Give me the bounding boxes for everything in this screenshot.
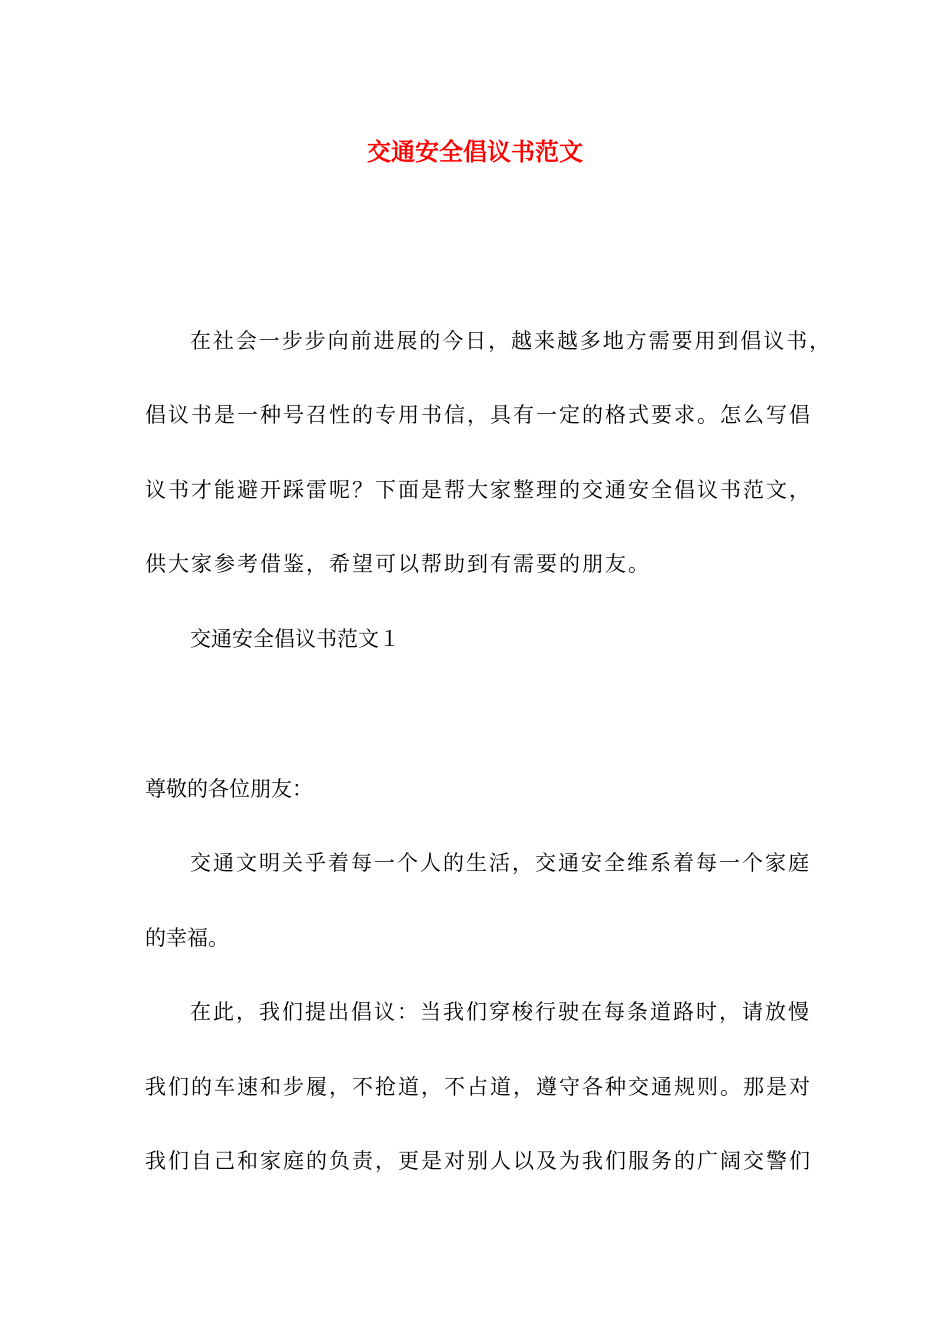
paragraph-2-line-1: 在此，我们提出倡议：当我们穿梭行驶在每条道路时，请放慢 [190,1000,811,1024]
document-title: 交通安全倡议书范文 [367,137,583,166]
intro-line-1: 在社会一步步向前进展的今日，越来越多地方需要用到倡议书， [190,329,833,353]
paragraph-2-line-2: 我们的车速和步履，不抢道，不占道，遵守各种交通规则。那是对 [145,1075,812,1099]
section-heading: 交通安全倡议书范文１ [190,627,400,651]
intro-line-4: 供大家参考借鉴，希望可以帮助到有需要的朋友。 [145,552,651,576]
paragraph-2-line-3: 我们自己和家庭的负责，更是对别人以及为我们服务的广阔交警们 [145,1149,812,1173]
intro-line-2: 倡议书是一种号召性的专用书信，具有一定的格式要求。怎么写倡 [145,403,812,427]
salutation: 尊敬的各位朋友： [145,777,313,801]
paragraph-1-line-2: 的幸福。 [145,926,229,950]
intro-line-3: 议书才能避开踩雷呢？下面是帮大家整理的交通安全倡议书范文， [145,478,812,502]
paragraph-1-line-1: 交通文明关乎着每一个人的生活，交通安全维系着每一个家庭 [190,851,811,875]
